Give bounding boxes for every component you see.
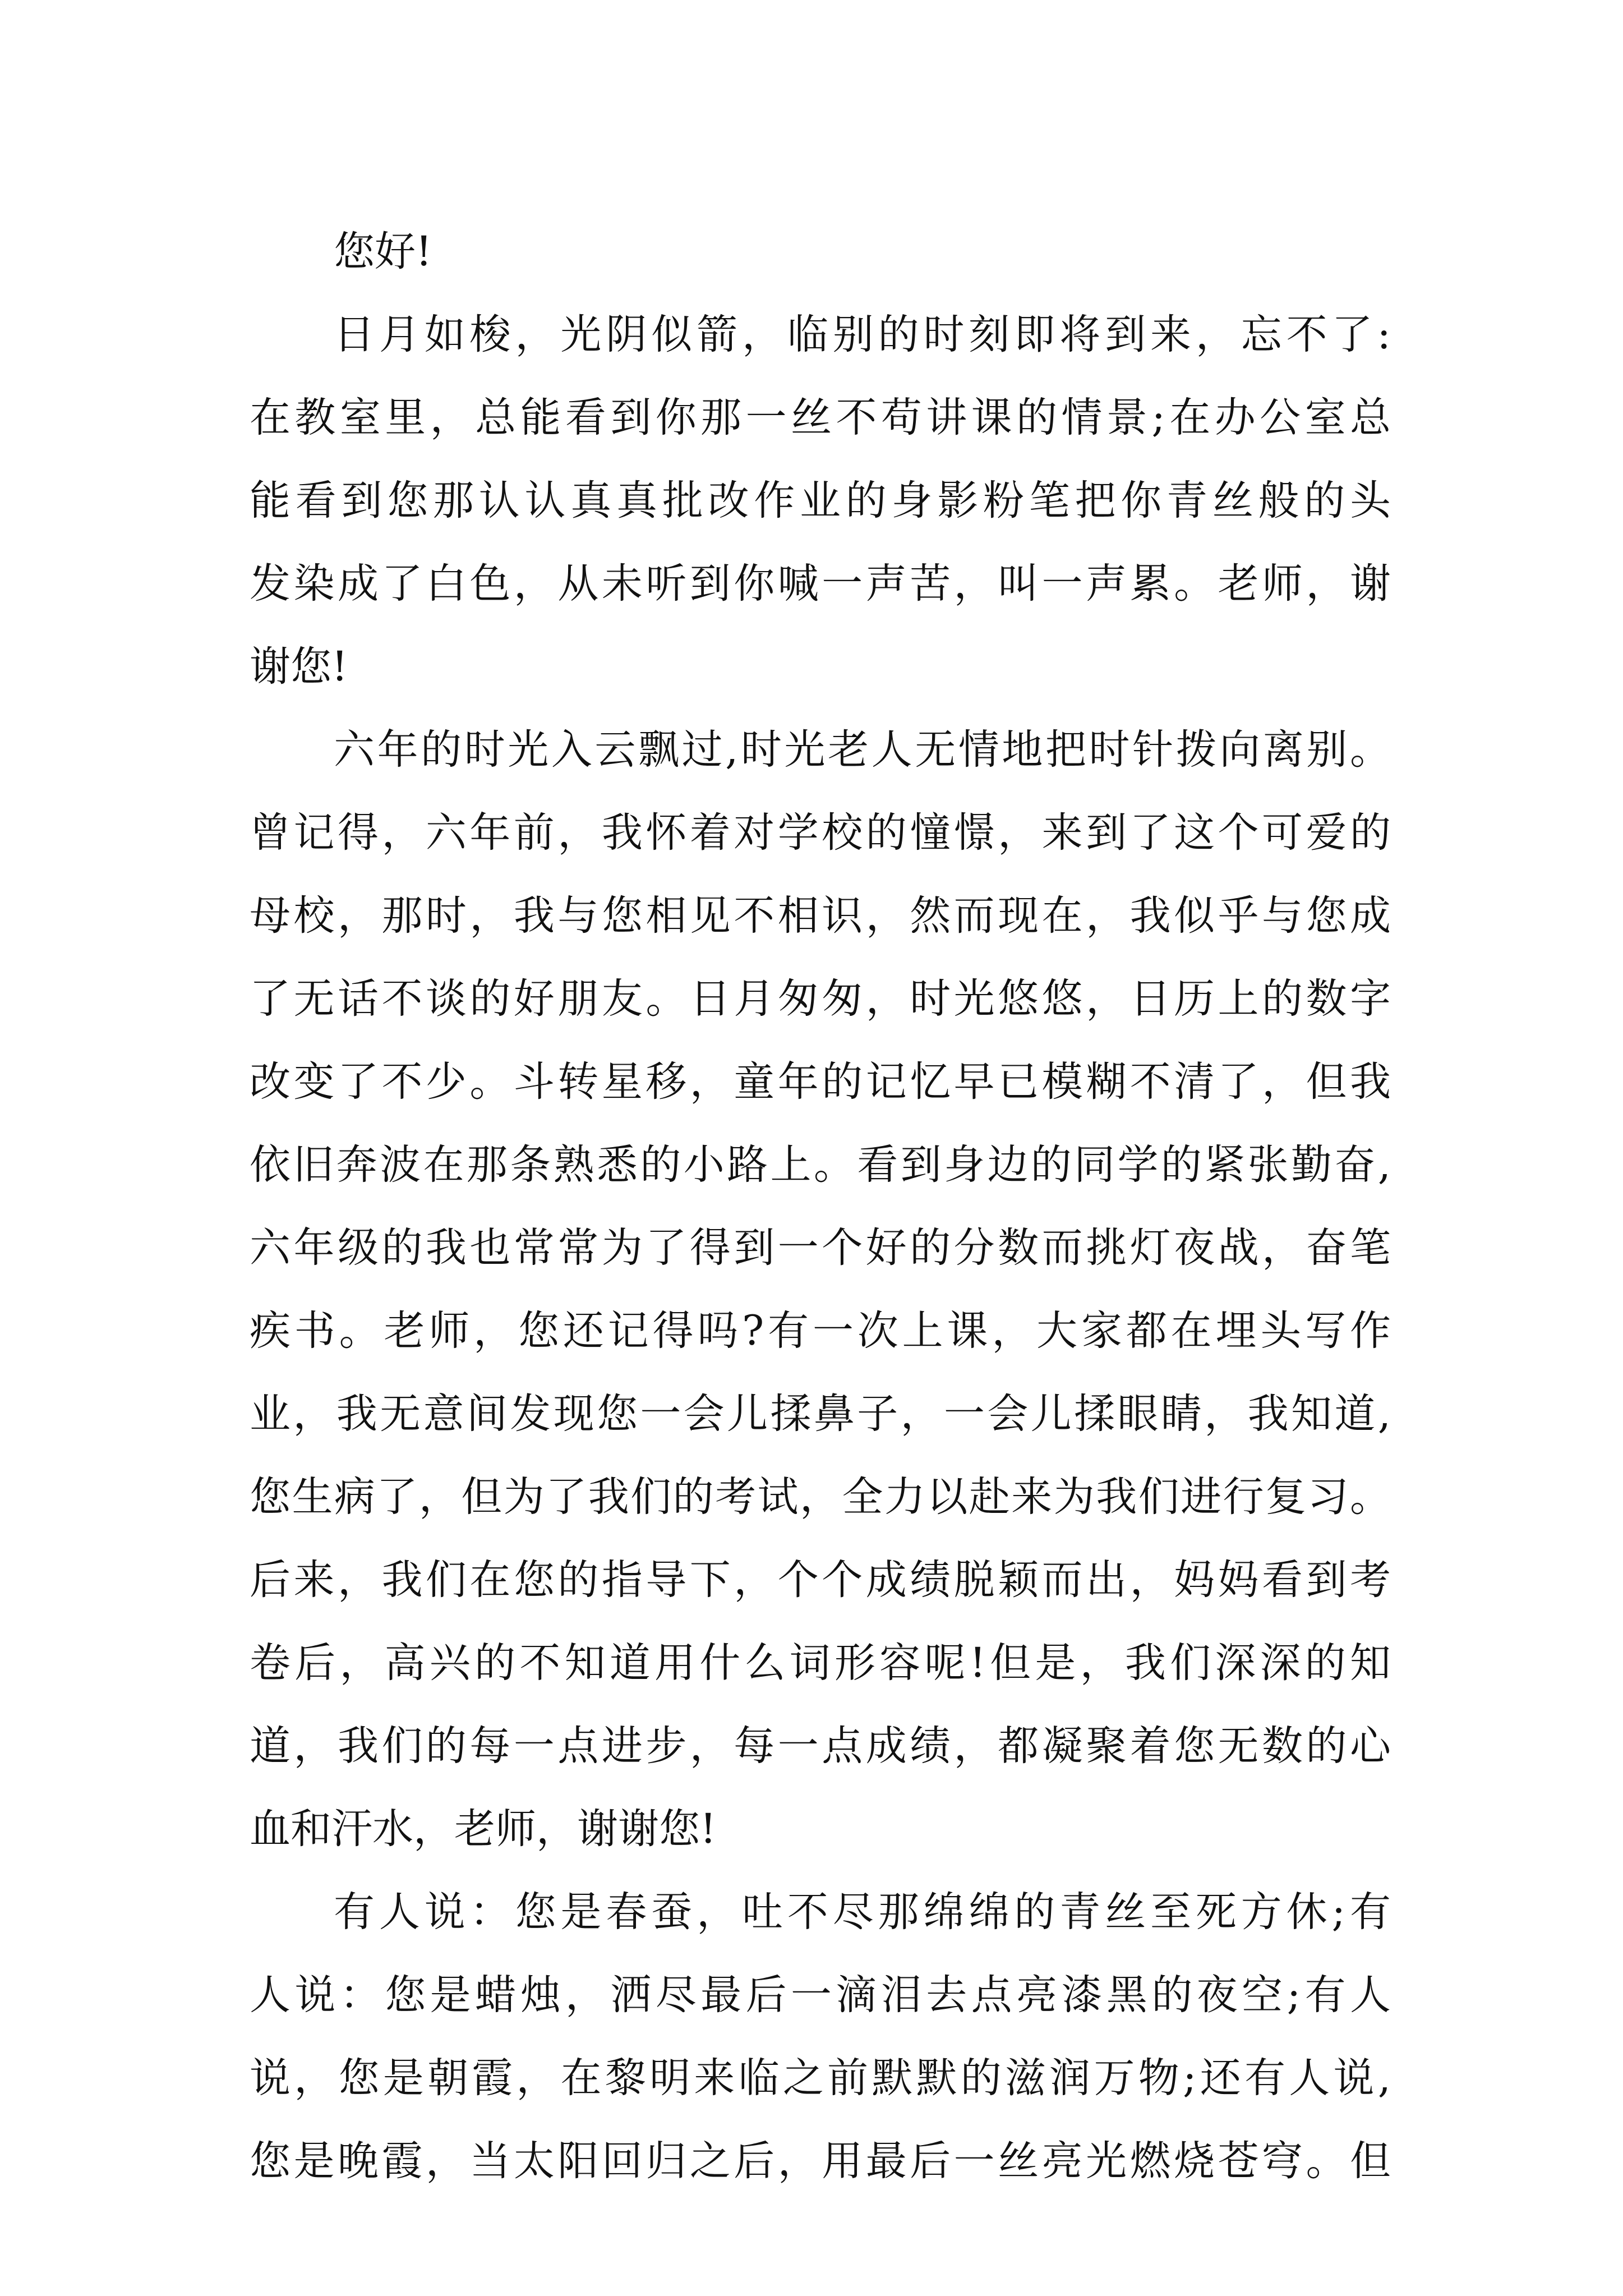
letter-body <box>250 210 1391 2203</box>
paragraph-2-line-11: 后来，我们在您的指导下，个个成绩脱颖而出，妈妈看到考 <box>250 1556 1391 1604</box>
paragraph-1-line-3: 能看到您那认认真真批改作业的身影粉笔把你青丝般的头 <box>250 477 1391 524</box>
paragraph-2-line-9: 业，我无意间发现您一会儿揉鼻子，一会儿揉眼睛，我知道, <box>250 1390 1391 1438</box>
paragraph-2-line-7: 六年级的我也常常为了得到一个好的分数而挑灯夜战，奋笔 <box>250 1224 1391 1272</box>
paragraph-2-line-14: 血和汗水，老师，谢谢您! <box>250 1805 717 1853</box>
paragraph-2-line-3: 母校，那时，我与您相见不相识，然而现在，我似乎与您成 <box>250 892 1391 940</box>
paragraph-3-line-4: 您是晚霞，当太阳回归之后，用最后一丝亮光燃烧苍穹。但 <box>250 2137 1391 2185</box>
paragraph-2-line-1: 六年的时光入云飘过,时光老人无情地把时针拨向离别。 <box>334 726 1391 774</box>
paragraph-2-line-10: 您生病了，但为了我们的考试，全力以赴来为我们进行复习。 <box>250 1473 1391 1521</box>
paragraph-2-line-12: 卷后，高兴的不知道用什么词形容呢!但是，我们深深的知 <box>250 1639 1391 1687</box>
paragraph-3-line-2: 人说：您是蜡烛，洒尽最后一滴泪去点亮漆黑的夜空;有人 <box>250 1971 1391 2019</box>
paragraph-2-line-4: 了无话不谈的好朋友。日月匆匆，时光悠悠，日历上的数字 <box>250 975 1391 1023</box>
paragraph-3-line-3: 说，您是朝霞，在黎明来临之前默默的滋润万物;还有人说, <box>250 2054 1391 2102</box>
paragraph-2-line-8: 疾书。老师，您还记得吗?有一次上课，大家都在埋头写作 <box>250 1307 1391 1355</box>
paragraph-2-line-13: 道，我们的每一点进步，每一点成绩，都凝聚着您无数的心 <box>250 1722 1391 1770</box>
paragraph-2-line-2: 曾记得，六年前，我怀着对学校的憧憬，来到了这个可爱的 <box>250 809 1391 857</box>
paragraph-1-line-2: 在教室里，总能看到你那一丝不苟讲课的情景;在办公室总 <box>250 394 1391 441</box>
paragraph-1-line-4: 发染成了白色，从未听到你喊一声苦，叫一声累。老师，谢 <box>250 560 1391 608</box>
paragraph-1-line-5: 谢您! <box>250 643 348 691</box>
paragraph-2-line-6: 依旧奔波在那条熟悉的小路上。看到身边的同学的紧张勤奋, <box>250 1141 1391 1189</box>
paragraph-1-line-1: 日月如梭，光阴似箭，临别的时刻即将到来，忘不了: <box>334 311 1391 358</box>
paragraph-2-line-5: 改变了不少。斗转星移，童年的记忆早已模糊不清了，但我 <box>250 1058 1391 1106</box>
paragraph-3-line-1: 有人说：您是春蚕，吐不尽那绵绵的青丝至死方休;有 <box>334 1888 1391 1936</box>
greeting-line: 您好! <box>334 228 432 275</box>
